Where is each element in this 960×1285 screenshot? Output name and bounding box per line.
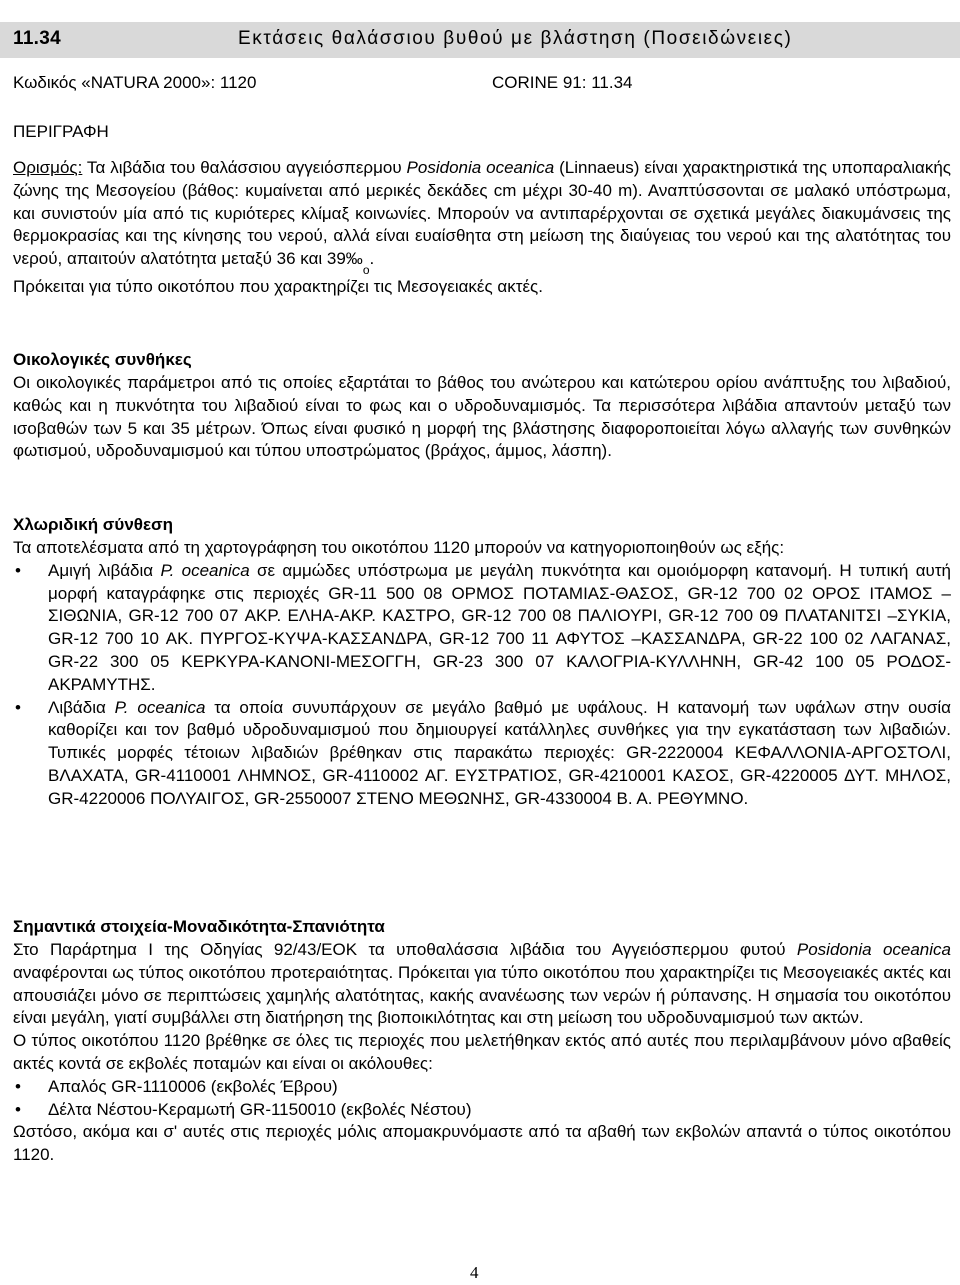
floristic-list (13, 560, 951, 811)
bullet-icon: • (15, 1076, 21, 1096)
bullet-icon: • (15, 697, 21, 717)
bullet-icon: • (15, 560, 21, 580)
exception-list (13, 1076, 951, 1122)
species-name: P. oceanica (160, 560, 250, 580)
ecology-heading: Οικολογικές συνθήκες (13, 350, 192, 369)
significance-paragraph: Στο Παράρτημα Ι της Οδηγίας 92/43/ΕΟΚ τα υποθαλάσσια λιβάδια του Αγγειόσπερμου φυτού Posidonia oceanica αναφέρονται ως τύπος οικοτόπου προτεραιότητας. Πρόκειται για τύπο οικοτόπου που χαρακτηρίζει τις Μεσογειακές ακτές και απουσιάζει μόνο σε περιπτώσεις χαμηλής αλατότητας, κακής ανανέωσης των νερών ή ρύπανσης. Η σημασία του οικοτόπου είναι μεγάλη, γιατί συμβάλλει στη διατήρηση της βιοποικιλότητας και στη μείωση του υδροδυναμισμού των ακτών. (13, 940, 951, 1028)
species-name: Posidonia oceanica (406, 158, 555, 177)
list-item: • Απαλός GR-1110006 (εκβολές Έβρου) (13, 1076, 951, 1099)
closing-paragraph: Ωστόσο, ακόμα και σ' αυτές στις περιοχές μόλις απομακρυνόμαστε από τα αβαθή των εκβολών απαντά ο τύπος οικοτόπου 1120. (13, 1122, 951, 1165)
description-section (13, 157, 951, 299)
summary-paragraph: Πρόκειται για τύπο οικοτόπου που χαρακτηρίζει τις Μεσογειακές ακτές. (13, 277, 543, 297)
ecology-paragraph: Οι οικολογικές παράμετροι από τις οποίες εξαρτάται το βάθος του ανώτερου και κατώτερου ορίου ανάπτυξης του λιβαδιού, καθώς και η πυκνότητα του λιβαδιού είναι το φως και ο υδροδυναμισμός. Τα περισσότερα λιβάδια απαντούν μεταξύ των ισοβαθών των 5 και 35 μέτρων. Όπως είναι φυσικό η μορφή της βλάστησης διαφοροποιείται λόγω αλλαγής των συνθηκών φωτισμού, υδροδυναμισμού και τύπου υποστρώματος (βράχος, άμμος, λάσπη). (13, 373, 951, 461)
definition-label: Ορισμός: (13, 158, 83, 177)
corine-code: CORINE 91: 11.34 (492, 73, 633, 92)
habitat-code: 11.34 (13, 28, 61, 49)
natura-code: Κωδικός «NATURA 2000»: 1120 (13, 73, 257, 92)
list-item: • Λιβάδια P. oceanica τα οποία συνυπάρχουν σε μεγάλο βαθμό με υφάλους. Η κατανομή των υφάλων στην ουσία καθορίζει και τον βαθμό υδροδυναμισμού που δημιουργεί κατάλληλες συνθήκες για την εγκατάσταση των λιβαδιών. Τυπικές μορφές τέτοιων λιβαδιών βρέθηκαν στις παρακάτω περιοχές: GR-2220004 ΚΕΦΑΛΛΟΝΙΑ-ΑΡΓΟΣΤΟΛΙ, ΒΛΑΧΑΤΑ, GR-4110001 ΛΗΜΝΟΣ, GR-4110002 ΑΓ. ΕΥΣΤΡΑΤΙΟΣ, GR-4210001 ΚΑΣΟΣ, GR-4220005 ΔΥΤ. ΜΗΛΟΣ, GR-4220006 ΠΟΛΥΑΙΓΟΣ, GR-2550007 ΣΤΕΝΟ ΜΕΘΩΝΗΣ, GR-4330004 Β. Α. ΡΕΘΥΜΝΟ. (15, 697, 951, 808)
exception-paragraph: Ο τύπος οικοτόπου 1120 βρέθηκε σε όλες τις περιοχές που μελετήθηκαν εκτός από αυτές που περιλαμβάνουν μόνο αβαθείς ακτές κοντά σε εκβολές ποταμών και είναι οι ακόλουθες: (13, 1031, 951, 1073)
definition-paragraph: Ορισμός: Τα λιβάδια του θαλάσσιου αγγειόσπερμου Posidonia oceanica (Linnaeus) είναι χαρακτηριστικά της υποπαραλιακής ζώνης της Μεσογείου (βάθος: κυμαίνεται από μερικές δεκάδες cm μέχρι 30-40 m). Αναπτύσσονται σε μαλακό υπόστρωμα, και συνιστούν μία από τις κυριότερες κλίμαξ κοινωνίες. Μπορούν να αντιπαρέρχονται σε σχετικά μεγάλες διακυμάνσεις της θερμοκρασίας και της κίνησης του νερού, αλλά είναι ευαίσθητα στη μείωση της διαύγειας του νερού και της αλατότητας του νερού, απαιτούν αλατότητα μεταξύ 36 και $39‰_o$. (13, 158, 951, 277)
significance-heading: Σημαντικά στοιχεία-Μοναδικότητα-Σπανιότητα (13, 917, 385, 936)
description-heading: ΠΕΡΙΓΡΑΦΗ (13, 122, 109, 141)
classification-codes (13, 72, 953, 96)
floristic-intro: Τα αποτελέσματα από τη χαρτογράφηση του οικοτόπου 1120 μπορούν να κατηγοριοποιηθούν ως εξής: (13, 538, 785, 557)
list-item: • Αμιγή λιβάδια P. oceanica σε αμμώδες υπόστρωμα με μεγάλη πυκνότητα και ομοιόμορφη κατανομή. Η τυπική αυτή μορφή καταγράφηκε στις περιοχές GR-11 500 08 ΟΡΜΟΣ ΠΟΤΑΜΙΑΣ-ΘΑΣΟΣ, GR-12 700 02 ΟΡΟΣ ΙΤΑΜΟΣ –ΣΙΘΩΝΙΑ, GR-12 700 07 ΑΚΡ. ΕΛΗΑ-ΑΚΡ. ΚΑΣΤΡΟ, GR-12 700 08 ΠΑΛΙΟΥΡΙ, GR-12 700 09 ΠΛΑΤΑΝΙΤΣΙ –ΣΥΚΙΑ, GR-12 700 10 ΑΚ. ΠΥΡΓΟΣ-ΚΥΨΑ-ΚΑΣΣΑΝΔΡΑ, GR-12 700 11 ΑΦΥΤΟΣ –ΚΑΣΣΑΝΔΡΑ, GR-22 100 02 ΛΑΓΑΝΑΣ, GR-22 300 05 ΚΕΡΚΥΡΑ-ΚΑΝΟΝΙ-ΜΕΣΟΓΓΗ, GR-23 300 07 ΚΑΛΟΓΡΙΑ-ΚΥΛΛΗΝΗ, GR-42 100 05 ΡΟΔΟΣ- ΑΚΡΑΜΥΤΗΣ. (15, 560, 951, 694)
list-item: • Δέλτα Νέστου-Κεραμωτή GR-1150010 (εκβολές Νέστου) (13, 1099, 951, 1122)
species-name: P. oceanica (114, 697, 206, 717)
species-name: Posidonia oceanica (796, 940, 951, 959)
bullet-icon: • (15, 1099, 21, 1119)
floristic-heading: Χλωριδική σύνθεση (13, 515, 174, 534)
page-number: 4 (470, 1263, 479, 1282)
floristic-section (13, 537, 951, 811)
habitat-title: Εκτάσεις θαλάσσιου βυθού με βλάστηση (Ποσειδώνειες) (238, 28, 793, 49)
significance-section (13, 939, 951, 1167)
ecology-section (13, 372, 951, 463)
